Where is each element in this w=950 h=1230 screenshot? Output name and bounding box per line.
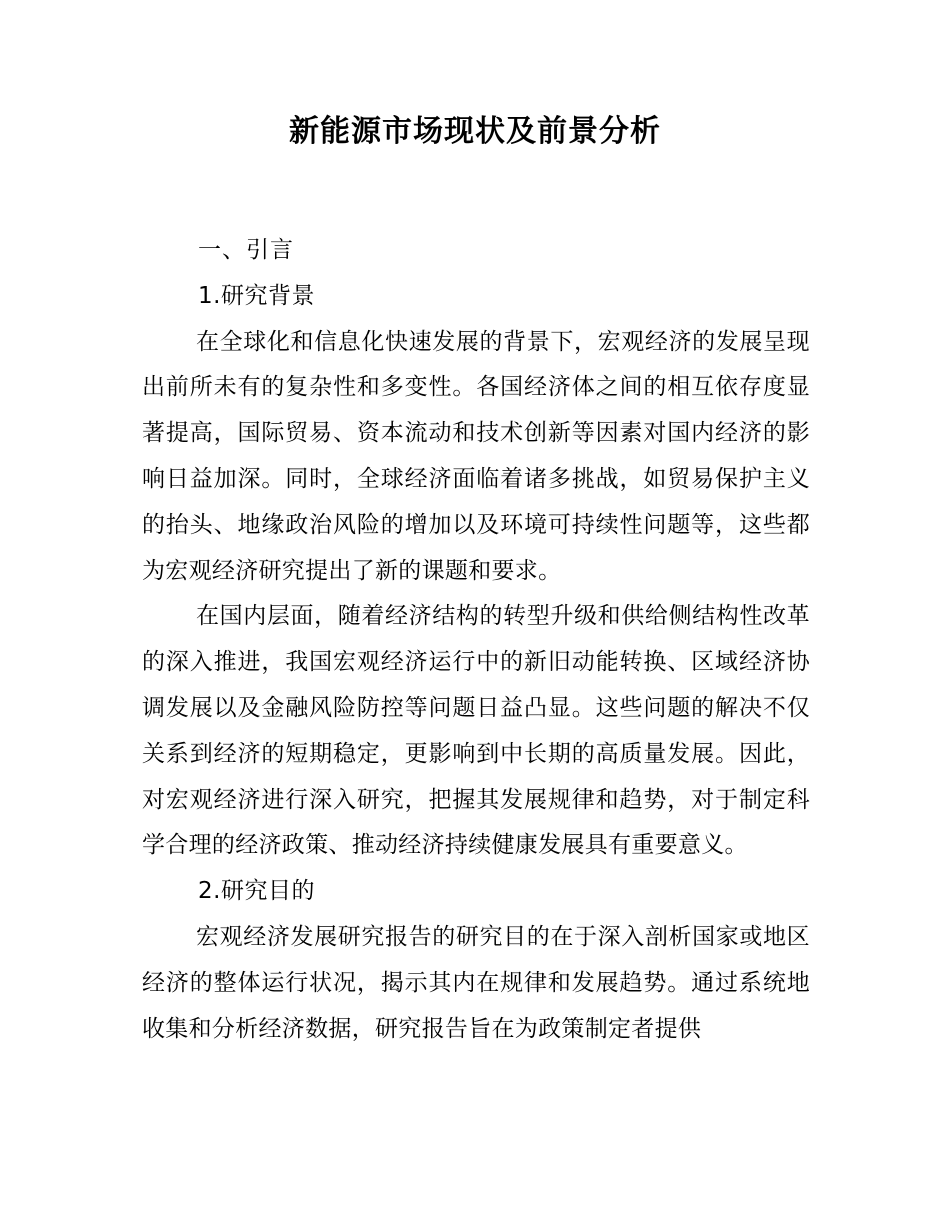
document-body — [142, 228, 810, 1052]
section-heading-introduction: 一、引言 — [198, 237, 294, 263]
subsection-heading-research-background: 1.研究背景 — [198, 282, 315, 309]
paragraph-research-purpose: 宏观经济发展研究报告的研究目的在于深入剖析国家或地区经济的整体运行状况，揭示其内在规律和发展趋势。通过系统地收集和分析经济数据，研究报告旨在为政策制定者提供 — [142, 923, 810, 1042]
paragraph-background-global: 在全球化和信息化快速发展的背景下，宏观经济的发展呈现出前所未有的复杂性和多变性。各国经济体之间的相互依存度显著提高，国际贸易、资本流动和技术创新等因素对国内经济的影响日益加深。同时，全球经济面临着诸多挑战，如贸易保护主义的抬头、地缘政治风险的增加以及环境可持续性问题等，这些都为宏观经济研究提出了新的课题和要求。 — [142, 328, 810, 584]
paragraph-background-domestic: 在国内层面，随着经济结构的转型升级和供给侧结构性改革的深入推进，我国宏观经济运行中的新旧动能转换、区域经济协调发展以及金融风险防控等问题日益凸显。这些问题的解决不仅关系到经济的短期稳定，更影响到中长期的高质量发展。因此，对宏观经济进行深入研究，把握其发展规律和趋势，对于制定科学合理的经济政策、推动经济持续健康发展具有重要意义。 — [142, 603, 810, 859]
subsection-heading-research-purpose: 2.研究目的 — [198, 878, 315, 905]
document-title: 新能源市场现状及前景分析 — [289, 114, 661, 149]
